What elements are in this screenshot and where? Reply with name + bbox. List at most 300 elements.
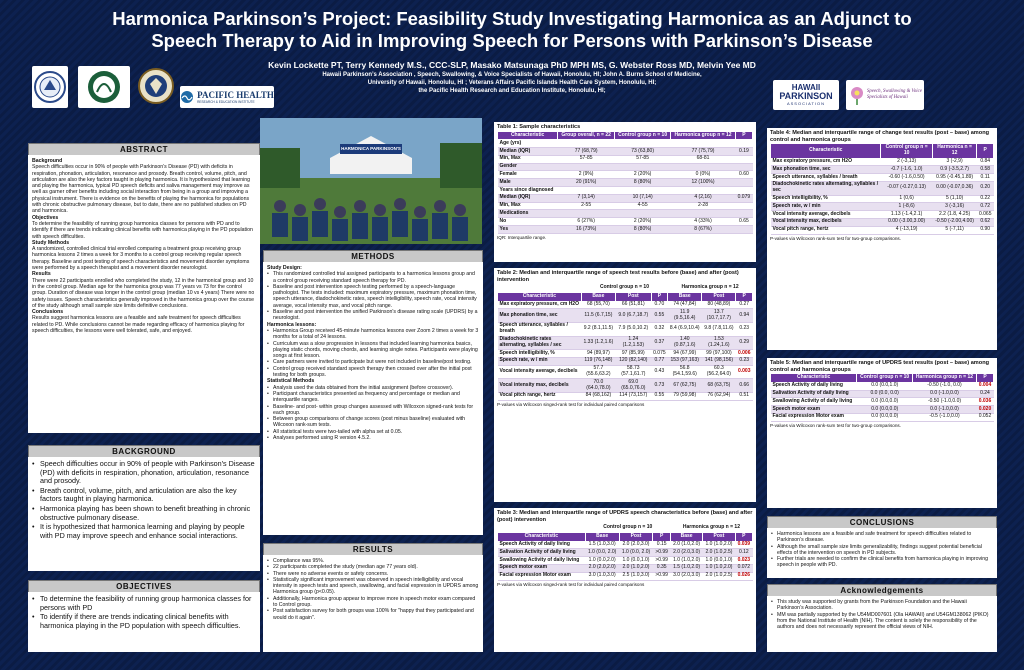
- table-row: [498, 365, 753, 379]
- table-cell: 1.40 (0.87,1.6): [668, 336, 702, 350]
- table-1-note: IQR: Interquartile range.: [497, 234, 547, 240]
- table-cell: Facial expression Motor exam: [498, 572, 586, 580]
- table-cell: 0.27: [736, 301, 753, 309]
- table-row: [498, 155, 753, 163]
- statistical-methods-title: Statistical Methods: [267, 378, 315, 385]
- list-item: • Control group received standard speech therapy then crossed over after the initial post testing for both groups.: [267, 366, 479, 379]
- table-cell: 80 (48,89): [702, 301, 736, 309]
- table-cell: 0.036: [976, 398, 993, 406]
- table-cell: 0.43: [651, 365, 668, 379]
- table-cell: 0.22: [977, 195, 994, 203]
- table-1: [497, 131, 753, 234]
- table-4: [770, 143, 994, 235]
- background-heading: BACKGROUND: [28, 445, 260, 458]
- table-cell: 57-85: [615, 155, 671, 163]
- table-cell: 0.51: [736, 392, 753, 400]
- table-cell: 3 (-2,9): [932, 158, 977, 166]
- table-cell: 0.90: [977, 226, 994, 234]
- table-cell: 1.0 (1.0,2.0): [703, 564, 735, 572]
- table-3-corner: [498, 524, 586, 533]
- table-cell: 1.5 (1.0,2.0): [670, 564, 702, 572]
- list-item: • Harmonica lessons are a feasible and safe treatment for speech difficulties related to Parkinson’s disease.: [771, 531, 993, 544]
- table-row: [498, 171, 753, 179]
- table-row: [771, 398, 994, 406]
- table-cell: [735, 202, 752, 210]
- table-cell: 1.0 (0.0, 2.0): [585, 549, 619, 557]
- objectives-heading: OBJECTIVES: [28, 580, 260, 593]
- table-cell: 1.0 (0.0,1.0): [619, 557, 653, 565]
- table-cell: 0.020: [976, 406, 993, 414]
- table-row: [498, 322, 753, 336]
- table-row: [498, 392, 753, 400]
- table-row: [498, 194, 753, 202]
- background-panel: [28, 457, 260, 571]
- table-cell: 8 (80%): [615, 226, 671, 234]
- list-item: • Care partners were invited to participate but were not included in baseline/post testing.: [267, 359, 479, 365]
- table-cell: 2.5 (1.0,3.0): [619, 572, 653, 580]
- table-cell: 1.0 (1.0,2.0): [670, 557, 702, 565]
- table-cell: 0.19: [735, 148, 752, 156]
- table-cell: 2.0 (1.0,2.0): [619, 564, 653, 572]
- table5-column-header: P: [976, 374, 993, 383]
- table-cell: 67 (62,75): [668, 379, 702, 393]
- table-cell: Swallowing Activity of daily living: [771, 398, 857, 406]
- table3-column-header: Post: [703, 532, 735, 541]
- table-row: [771, 174, 994, 182]
- abstract-background-text: Speech difficulties occur in 90% of people with Parkinson’s Disease (PD) with deficits in respiration, phonation, articulation, resonance and prosody. Breath control, volume, pitch, and articulation are also the key factors taught in playing harmonica. It is hypothesized that learning and playing the harmonica, typical PD speech deficits and saliva management may improve as well as garner other benefits including social interaction from being in a group and improving a physical instrument. There is evidence on the benefits of playing the harmonica for populations with chronic obstructive pulmonary disease, but to date, there are no published studies on PD and harmonica.: [32, 164, 250, 215]
- title-line-2: Speech Therapy to Aid in Improving Speech for Persons with Parkinson’s Disease: [151, 30, 873, 51]
- table-cell: Male: [498, 179, 558, 187]
- abstract-conclusions-title: Conclusions: [32, 309, 64, 316]
- conclusions-list: [767, 528, 997, 572]
- table-cell: 0.0 (0.0, 0.0): [857, 390, 913, 398]
- table-cell: Diadochokinetic rates alternating, syllables / sec: [771, 181, 881, 195]
- table-cell: [558, 163, 615, 171]
- table-row: [771, 158, 994, 166]
- table-cell: 8 (80%): [615, 179, 671, 187]
- table-cell: 0.079: [735, 194, 752, 202]
- table-cell: Speech Activity of daily living: [771, 382, 857, 390]
- table-cell: 2-28: [671, 202, 736, 210]
- background-list: [28, 457, 260, 544]
- table-cell: Vocal pitch range, hertz: [771, 226, 881, 234]
- table-cell: 0.0 (0.0,0.0): [857, 398, 913, 406]
- table-4-panel: [767, 128, 997, 350]
- table-2-panel: [494, 268, 756, 502]
- table-cell: 58.73 (57.1,61.7): [615, 365, 651, 379]
- table-row: [498, 218, 753, 226]
- parkinson-wordmark: PARKINSON: [779, 91, 833, 101]
- table4-column-header: Characteristic: [771, 144, 881, 159]
- table-cell: 0.23: [736, 357, 753, 365]
- pacific-health-logo: [180, 86, 274, 108]
- table-3-note: P-values via Wilcoxon singed-rank test for individual paired comparisons: [497, 581, 645, 587]
- table-cell: Vocal pitch range, hertz: [498, 392, 582, 400]
- harmonica-lessons-title: Harmonica lessons:: [267, 321, 317, 328]
- table-cell: 2.0 (1.0,2.5): [703, 549, 735, 557]
- table-row: [771, 382, 994, 390]
- abstract-results-title: Results: [32, 271, 51, 278]
- table-cell: 0.00 (-3.00,3.00): [881, 218, 932, 226]
- table-cell: >0.99: [653, 572, 670, 580]
- table3-column-header: Base: [670, 532, 702, 541]
- table-row: [771, 203, 994, 211]
- table-row: [498, 140, 753, 148]
- table-cell: -0.07 (-0.27,0.13): [881, 181, 932, 195]
- table-cell: 8.4 (6.9,10.4): [668, 322, 702, 336]
- table-cell: 0.11: [977, 174, 994, 182]
- table-5: [770, 373, 994, 422]
- list-item: • Curriculum was a slow progression in lessons that included learning harmonica basics, playing static chords, moving chords, and learning single notes. Participants were playing songs at first lesson.: [267, 341, 479, 360]
- table-cell: [735, 226, 752, 234]
- table-cell: Age (yrs): [498, 140, 558, 148]
- table-2-note: P-values via Wilcoxon singed-rank test for individual paired comparisons: [497, 401, 645, 407]
- table-cell: 94 (67,99): [668, 350, 702, 358]
- table-cell: 69.0 (65.0,76.0): [615, 379, 651, 393]
- table1-column-header: Characteristic: [498, 131, 558, 140]
- table-cell: Speech rate, w / min: [771, 203, 881, 211]
- table-cell: [735, 187, 752, 195]
- table-cell: [735, 163, 752, 171]
- table-cell: 5 (1,10): [932, 195, 977, 203]
- table-row: [498, 210, 753, 218]
- table-cell: 68 (63,75): [702, 379, 736, 393]
- table-row: [771, 195, 994, 203]
- table-4-caption: Table 4: Median and interquartile range of change test results (post – base) among control and harmonica groups: [770, 130, 990, 143]
- table-cell: 1.33 (1.2,1.6): [581, 336, 615, 350]
- table-cell: 0.70: [651, 301, 668, 309]
- table-cell: -0.60 (-1.6,0.50): [881, 174, 932, 182]
- table-cell: -0.7 (-1.6, 1.0): [881, 166, 932, 174]
- table-cell: Min, Max: [498, 202, 558, 210]
- table1-column-header: P: [735, 131, 752, 140]
- list-item: • This randomized controlled trial assigned participants to a harmonica lessons group and a control group receiving standard speech therapy for PD.: [267, 271, 479, 284]
- table-cell: Medications: [498, 210, 558, 218]
- table-cell: 73 (63,80): [615, 148, 671, 156]
- list-item: • To identify if there are trends indicating clinical benefits with harmonica playing in the PD population with speech difficulties.: [32, 613, 256, 630]
- table-cell: 57.7 (55.6,63.2): [581, 365, 615, 379]
- abstract-methods-title: Study Methods: [32, 239, 70, 246]
- table-cell: 84 (68,162): [581, 392, 615, 400]
- table-cell: [671, 163, 736, 171]
- table-cell: [558, 140, 615, 148]
- table-cell: 2.2 (1.8, 4.25): [932, 211, 977, 219]
- list-item: • It is hypothesized that harmonica learning and playing by people with PD may improve speech and enhance social interactions.: [32, 523, 256, 540]
- table-row: [498, 564, 753, 572]
- table-cell: 120 (82,140): [615, 357, 651, 365]
- table-cell: 0.72: [977, 203, 994, 211]
- objectives-list: [28, 592, 260, 634]
- university-of-hawaii-logo: [78, 66, 130, 108]
- table-cell: 0.73: [651, 379, 668, 393]
- table-cell: 68 (55,70): [581, 301, 615, 309]
- affiliations: [180, 71, 844, 95]
- table-row: [771, 211, 994, 219]
- table-row: [498, 187, 753, 195]
- table-cell: 0.55: [651, 309, 668, 323]
- table-cell: 0.9 (-3.5,2.7): [932, 166, 977, 174]
- table-cell: 20 (91%): [558, 179, 615, 187]
- table-cell: 5 (-7,11): [932, 226, 977, 234]
- table-cell: 9.2 (8.1,11.5): [581, 322, 615, 336]
- pacific-health-sub: RESEARCH & EDUCATION INSTITUTE: [197, 99, 255, 104]
- methods-panel: [263, 262, 483, 535]
- pacific-health-wordmark: PACIFIC HEALTH: [197, 89, 274, 100]
- table-row: [771, 390, 994, 398]
- table-cell: 2-55: [558, 202, 615, 210]
- list-item: • Breath control, volume, pitch, and articulation are also the key factors taught in playing harmonica.: [32, 487, 256, 504]
- table-cell: Salivation Activity of daily living: [771, 390, 857, 398]
- table-row: [498, 549, 753, 557]
- list-item: • Participant characteristics presented as frequency and percentage or median and interquartile ranges.: [267, 391, 479, 404]
- list-item: • Baseline and post intervention the unified Parkinson's disease rating scale (UPDRS) by a neurologist.: [267, 309, 479, 322]
- table-cell: 11.5 (6.7,15): [581, 309, 615, 323]
- table-cell: Speech utterance, syllables / breath: [771, 174, 881, 182]
- table2-column-header: P: [736, 292, 753, 301]
- table-cell: 10 (7,14): [615, 194, 671, 202]
- study-design-list: [267, 271, 479, 321]
- table-3-caption: Table 3: Median and interquartile range of UPDRS speech characteristics before (base) and after (post) intervention: [497, 510, 753, 523]
- table-cell: 7.9 (5.0,10.2): [615, 322, 651, 336]
- table-cell: 0.32: [651, 322, 668, 336]
- table-cell: 97 (85,99): [615, 350, 651, 358]
- table-3-group-header: Control group n = 10: [585, 524, 670, 533]
- table-row: [498, 226, 753, 234]
- list-item: • Additionally, Harmonica group appear to improve more in speech motor exam compared to Control group.: [267, 596, 479, 609]
- acknowledgements-heading: Acknowledgements: [767, 584, 997, 597]
- table-cell: 0.052: [976, 413, 993, 421]
- abstract-objectives-title: Objectives: [32, 214, 59, 221]
- table-cell: 119 (76,148): [581, 357, 615, 365]
- abstract-heading: ABSTRACT: [28, 143, 260, 156]
- table-cell: 0.00 (-0.07,0.36): [932, 181, 977, 195]
- table-cell: 0.006: [736, 350, 753, 358]
- table-row: [771, 181, 994, 195]
- table-cell: 0.24: [976, 390, 993, 398]
- conclusions-panel: [767, 528, 997, 578]
- table-2-caption: Table 2: Median and interquartile range of speech test results before (base) and after (post) intervention: [497, 270, 739, 283]
- table-row: [498, 557, 753, 565]
- table-cell: 9.8 (7.8,11.6): [702, 322, 736, 336]
- table-cell: Years since diagnosed: [498, 187, 558, 195]
- table-cell: 0.004: [976, 382, 993, 390]
- table-cell: 13.7 (10.7,17.7): [702, 309, 736, 323]
- table-cell: 0.77: [651, 357, 668, 365]
- table-5-note: P-values via Wilcoxon rank-sum test for two-group comparisons.: [770, 422, 901, 428]
- jabsom-seal-logo: [32, 66, 68, 108]
- table2-column-header: Post: [702, 292, 736, 301]
- table-cell: 0.072: [735, 564, 752, 572]
- table-cell: 3.0 (1.0,3.0): [585, 572, 619, 580]
- table-cell: Median (IQR): [498, 148, 558, 156]
- table-row: [771, 406, 994, 414]
- table2-column-header: P: [651, 292, 668, 301]
- table-cell: Max expiratory pressure, cm H2O: [498, 301, 582, 309]
- table-cell: 1.0 (0.0,2.0): [585, 557, 619, 565]
- list-item: • Analyses performed using R version 4.5.2.: [267, 435, 479, 441]
- table-cell: >0.99: [653, 557, 670, 565]
- table2-column-header: Base: [581, 292, 615, 301]
- table-1-panel: [494, 122, 756, 262]
- table1-column-header: Group overall, n = 22: [558, 131, 615, 140]
- table-cell: 74 (47,84): [668, 301, 702, 309]
- table-cell: [671, 140, 736, 148]
- table-2-corner: [498, 284, 582, 293]
- table-cell: Vocal intensity average, decibels: [498, 365, 582, 379]
- table-cell: 2 (-3,13): [881, 158, 932, 166]
- ssvs-sub: Specialists of Hawaii: [867, 95, 908, 100]
- table-row: [498, 572, 753, 580]
- table-cell: 12 (100%): [671, 179, 736, 187]
- table-cell: 0.12: [735, 549, 752, 557]
- table-cell: [615, 187, 671, 195]
- table-cell: 0.0 (-1.0,0.0): [913, 406, 977, 414]
- table-cell: 2.0 (1.0,2.0): [670, 541, 702, 549]
- list-item: • Compliance was 95%.: [267, 558, 479, 564]
- table3-column-header: P: [653, 532, 670, 541]
- table-cell: Speech Activity of daily living: [498, 541, 586, 549]
- list-item: • Analysis used the data obtained from the initial assignment (before crossover).: [267, 385, 479, 391]
- table-row: [771, 413, 994, 421]
- table-row: [498, 379, 753, 393]
- title-line-1: Harmonica Parkinson’s Project: Feasibility Study Investigating Harmonica as an Adjunct to: [112, 8, 912, 29]
- poster-title: [0, 8, 1024, 52]
- table-2-group-header: Harmonica group n = 12: [668, 284, 753, 293]
- table-cell: Min, Max: [498, 155, 558, 163]
- table-2-group-header: Control group n = 10: [581, 284, 667, 293]
- table-cell: 0.0 (0.0,1.0): [857, 382, 913, 390]
- ssvs-wordmark: Speech, Swallowing & Voice: [867, 89, 922, 94]
- list-item: • Harmonica Group received 45-minute harmonica lessons over Zoom 2 times a week for 3 months for a total of 24 lessons.: [267, 328, 479, 341]
- table-2: [497, 283, 753, 401]
- table-cell: 79 (59,98): [668, 392, 702, 400]
- table-cell: 0.66: [736, 379, 753, 393]
- table-cell: Speech intelligibility, %: [771, 195, 881, 203]
- objectives-panel: [28, 592, 260, 652]
- table-3-panel: [494, 508, 756, 652]
- table-cell: 66 (51,81): [615, 301, 651, 309]
- table-cell: >0.99: [653, 549, 670, 557]
- table-cell: Female: [498, 171, 558, 179]
- table-cell: 0.003: [736, 365, 753, 379]
- acknowledgements-panel: [767, 596, 997, 652]
- table-cell: [558, 187, 615, 195]
- table-cell: 0.60: [735, 171, 752, 179]
- affiliation-line: the Pacific Health Research and Education Institute, Honolulu, HI;: [418, 88, 606, 94]
- table-4-note: P-values via Wilcoxon rank-sum test for two-group comparisons.: [770, 235, 901, 241]
- table-cell: 1 (-8,6): [881, 203, 932, 211]
- table-cell: 1.5 (1.0,3.0): [585, 541, 619, 549]
- table-cell: 0.62: [977, 218, 994, 226]
- table-cell: 0.37: [651, 336, 668, 350]
- table-cell: 1.53 (1.24,1.6): [702, 336, 736, 350]
- table1-column-header: Harmonica group n = 12: [671, 131, 736, 140]
- table-row: [498, 309, 753, 323]
- table-cell: Diadochokinetic rates alternating, syllables / sec: [498, 336, 582, 350]
- conclusions-heading: CONCLUSIONS: [767, 516, 997, 529]
- table-cell: 0.29: [736, 336, 753, 350]
- table-cell: Median (IQR): [498, 194, 558, 202]
- table-cell: 2.0 (2.0,2.0): [585, 564, 619, 572]
- table-5-caption: Table 5: Median and interquartile range of UPDRS test results (post – base) among control and harmonica groups: [770, 360, 990, 373]
- table-cell: 1.0 (0.0, 2.0): [619, 549, 653, 557]
- table-cell: 57-85: [558, 155, 615, 163]
- table-cell: Speech motor exam: [771, 406, 857, 414]
- table-cell: [671, 187, 736, 195]
- table4-column-header: Harmonica n = 12: [932, 144, 977, 159]
- table-cell: [558, 210, 615, 218]
- va-seal-logo: [138, 64, 174, 108]
- list-item: • Further trials are needed to confirm the clinical benefits from harmonica playing in improving speech in people with PD.: [771, 556, 993, 569]
- table-row: [498, 336, 753, 350]
- list-item: • To determine the feasibility of running group harmonica classes for persons with PD: [32, 595, 256, 612]
- table-cell: Max expiratory pressure, cm H2O: [771, 158, 881, 166]
- table-cell: [671, 210, 736, 218]
- list-item: • Harmonica playing has been shown to benefit breathing in chronic obstructive pulmonary disease.: [32, 505, 256, 522]
- table-cell: 0.026: [735, 572, 752, 580]
- results-list: [263, 555, 483, 624]
- table-row: [498, 301, 753, 309]
- statistical-methods-list: [267, 385, 479, 442]
- table-cell: -0.5 (-1.0,0.0): [913, 413, 977, 421]
- table-cell: 68-81: [671, 155, 736, 163]
- table-cell: [615, 163, 671, 171]
- table2-column-header: Base: [668, 292, 702, 301]
- table-cell: 56.8 (54.1,59.6): [668, 365, 702, 379]
- abstract-results-text: There were 22 participants enrolled who completed the study, 12 in the harmonical group and 10 in the control group. Median age for the harmonica group was 77 years vs 73 for the control group. Duration of disease was longer in the control group (median 10 vs 4 years) There were no safety issues. Speech characteristics generally improved in the harmonica group over the course of the study although small sample size limits definitive conclusions.: [32, 277, 255, 309]
- table-cell: 0.0 (0.0,0.0): [857, 413, 913, 421]
- table-row: [498, 350, 753, 358]
- table-cell: [735, 179, 752, 187]
- table-cell: Speech rate, w / min: [498, 357, 582, 365]
- table-cell: Speech intelligibility, %: [498, 350, 582, 358]
- table-row: [771, 166, 994, 174]
- table-cell: 0.95 (-0.45,1.89): [932, 174, 977, 182]
- table-cell: 0.58: [977, 166, 994, 174]
- table-cell: -0.50 (-2.00,4.00): [932, 218, 977, 226]
- table-cell: 2 (9%): [558, 171, 615, 179]
- table-row: [498, 148, 753, 156]
- list-item: • Statistically significant improvement was observed in speech intelligibility and vocal intensity in speech tests and speech, swallowing, and facial expression in UPDRS among Harmonica group (p<0.05).: [267, 577, 479, 596]
- table-cell: 1 (0,6): [881, 195, 932, 203]
- flower-icon: [849, 85, 865, 105]
- table-cell: 11.9 (9.5,16.4): [668, 309, 702, 323]
- table-cell: 0.15: [653, 541, 670, 549]
- table2-column-header: Post: [615, 292, 651, 301]
- table-cell: 2.0 (1.0,2.5): [703, 572, 735, 580]
- table-cell: 1.13 (-1.4,2.1): [881, 211, 932, 219]
- list-item: • Between group comparisons of change scores (post minus baseline) evaluated with Wilcoxon rank-sum tests.: [267, 416, 479, 429]
- table-row: [771, 226, 994, 234]
- table3-column-header: P: [735, 532, 752, 541]
- table-row: [498, 357, 753, 365]
- table-cell: 141 (98,156): [702, 357, 736, 365]
- hawaii-wordmark: HAWAII: [791, 83, 821, 92]
- list-item: • Post satisfaction survey for both groups was 100% for "happy that they participated and would do it again".: [267, 608, 479, 621]
- photo-banner-text: HARMONICA PARKINSON'S: [341, 146, 401, 151]
- table-cell: [615, 140, 671, 148]
- table-cell: [615, 210, 671, 218]
- table-cell: 4 (2,16): [671, 194, 736, 202]
- table-cell: 1.24 (1.2,1.53): [615, 336, 651, 350]
- table-cell: 0 (0%): [671, 171, 736, 179]
- table-cell: Gender: [498, 163, 558, 171]
- table-cell: Speech motor exam: [498, 564, 586, 572]
- list-item: • Baseline and post intervention speech testing performed by a speech-language pathologist. The tests included: maximum expiratory pressure, maximum phonation time, speech utterance, diadochokinetic rates, speech intelligibility, speech rate, vocal intensity average, vocal intensity max, and vocal pitch range.: [267, 284, 479, 309]
- table-cell: Max phonation time, sec: [771, 166, 881, 174]
- list-item: • This study was supported by grants from the Parkinson Foundation and the Hawaii Parkinson’s Association.: [771, 599, 993, 612]
- list-item: • MM was partially supported by the U54MD007601 (Ola HAWAII) and U54GM138062 (PIKO) from the National Institute of Health (NIH). The content is solely the responsibility of the authors and does not necessarily represent the official views of NIH.: [771, 612, 993, 631]
